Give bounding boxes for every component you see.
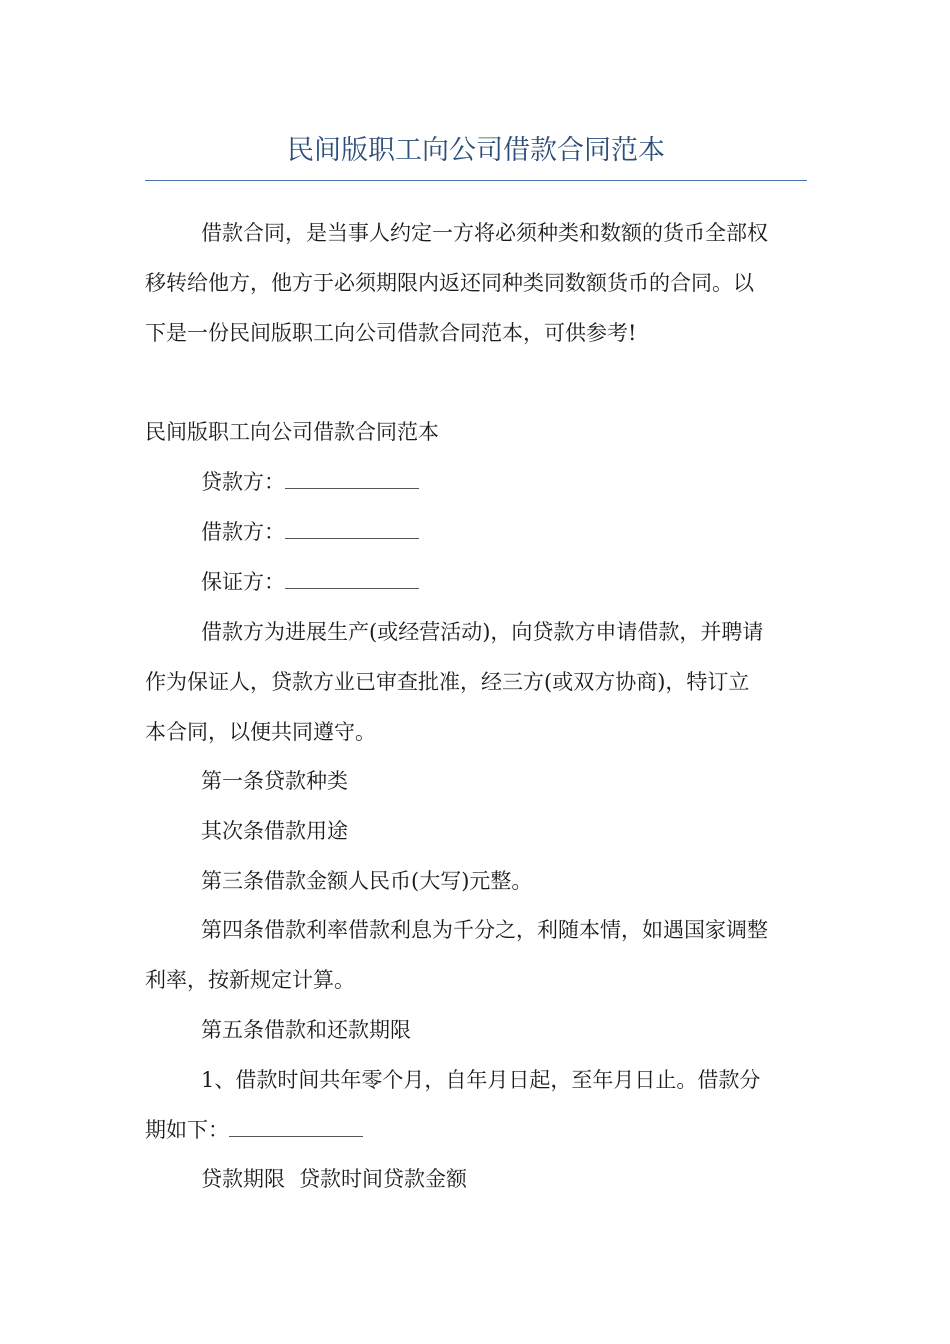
contract-subtitle: 民间版职工向公司借款合同范本 [145,420,439,444]
article-2: 其次条借款用途 [201,819,348,843]
clause-1-line-1: 1、借款时间共年零个月，自年月日起，至年月日止。借款分 [201,1068,761,1092]
guarantor-blank [285,570,419,589]
article-4-line-1: 第四条借款利率借款利息为千分之，利随本情，如遇国家调整 [201,918,768,942]
article-3: 第三条借款金额人民币(大写)元整。 [201,869,533,893]
preamble-line-1: 借款方为进展生产(或经营活动)，向贷款方申请借款，并聘请 [201,620,764,644]
installment-blank [229,1118,363,1137]
preamble-line-2: 作为保证人，贷款方业已审查批准，经三方(或双方协商)，特订立 [145,670,750,694]
preamble-line-3: 本合同，以便共同遵守。 [145,720,376,744]
intro-line-2: 移转给他方，他方于必须期限内返还同种类同数额货币的合同。以 [145,271,754,295]
article-1: 第一条贷款种类 [201,769,348,793]
schedule-col-period: 贷款期限 [201,1167,285,1191]
intro-line-1: 借款合同，是当事人约定一方将必须种类和数额的货币全部权 [201,221,768,245]
clause-1-label: 期如下： [145,1118,229,1142]
lender-label: 贷款方： [201,470,285,494]
borrower-blank [285,520,419,539]
article-4-line-2: 利率，按新规定计算。 [145,968,355,992]
schedule-col-time-amount: 贷款时间贷款金额 [299,1167,467,1191]
schedule-table-header [201,1165,807,1193]
lender-field [201,468,807,496]
document-title: 民间版职工向公司借款合同范本 [287,135,665,166]
borrower-label: 借款方： [201,520,285,544]
article-5: 第五条借款和还款期限 [201,1018,411,1042]
intro-line-3: 下是一份民间版职工向公司借款合同范本，可供参考! [145,321,637,345]
title-underline [145,180,807,181]
lender-blank [285,470,419,489]
borrower-field [201,518,807,546]
clause-1-line-2 [145,1116,807,1144]
guarantor-field [201,568,807,596]
guarantor-label: 保证方： [201,570,285,594]
